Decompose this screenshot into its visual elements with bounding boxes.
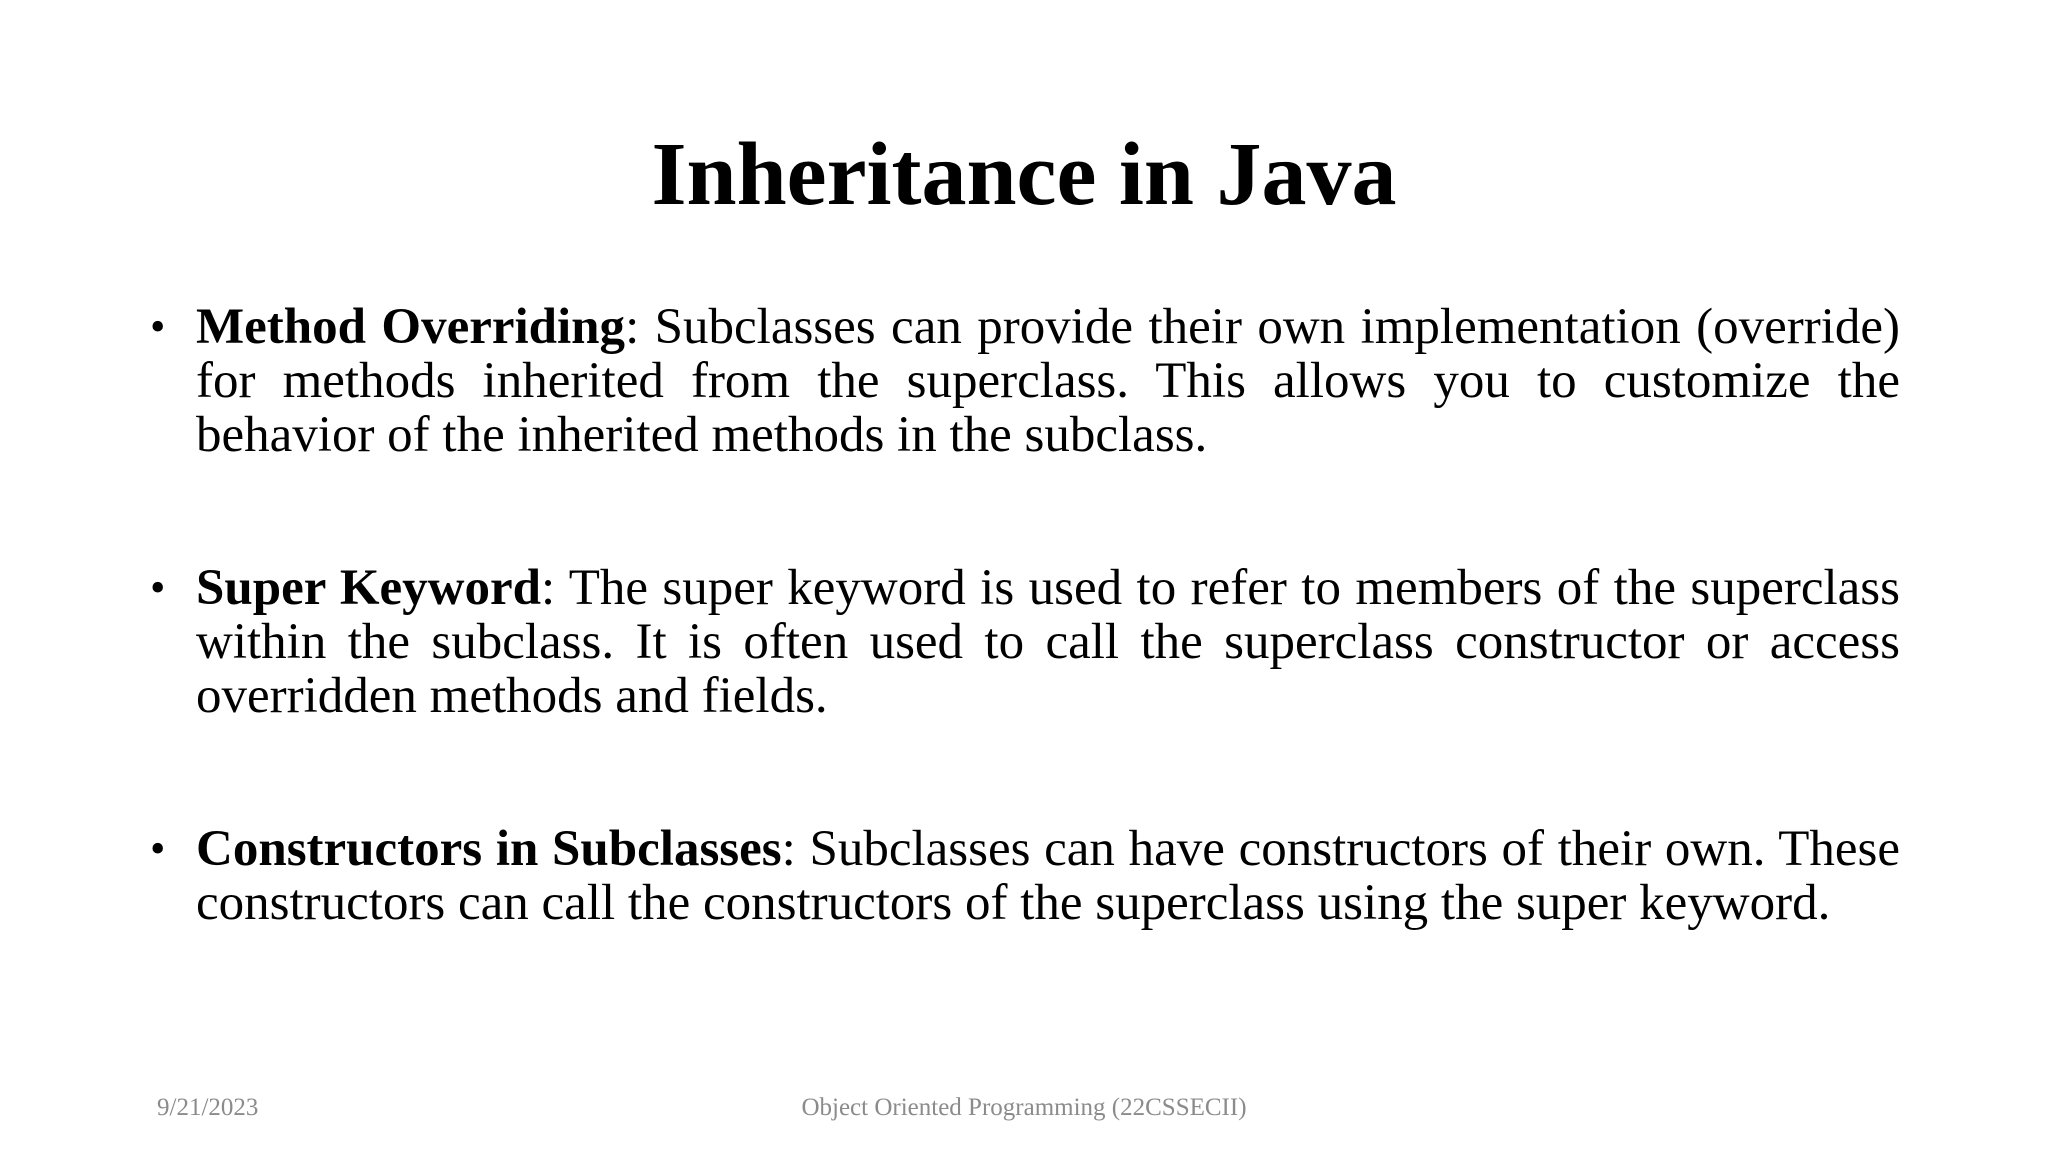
bullet-method-overriding: [150, 300, 1900, 462]
footer-date: 9/21/2023: [157, 1094, 259, 1121]
bullet-super-keyword: [150, 561, 1900, 723]
bullet-dot-icon: •: [150, 563, 166, 612]
bullet-text: : The super keyword is used to refer to members of the superclass within the subclass. It is often used to call the superclass constructor or access overridden methods and fields.: [196, 560, 1900, 724]
bullet-term: Method Overriding: [196, 299, 626, 355]
bullet-list: [150, 300, 1900, 1029]
bullet-constructors: [150, 822, 1900, 930]
bullet-term: Super Keyword: [196, 560, 542, 616]
slide-title: Inheritance in Java: [651, 125, 1397, 224]
footer-course-name: Object Oriented Programming (22CSSECII): [801, 1094, 1247, 1121]
bullet-term: Constructors in Subclasses: [196, 821, 782, 877]
bullet-text: : Subclasses can provide their own implementation (override) for methods inherited from the superclass. This allows you to customize the behavior of the inherited methods in the subclass.: [196, 299, 1900, 463]
bullet-dot-icon: •: [150, 824, 166, 873]
bullet-text: : Subclasses can have constructors of their own. These constructors can call the constructors of the superclass using the super keyword.: [196, 821, 1900, 931]
bullet-dot-icon: •: [150, 302, 166, 351]
